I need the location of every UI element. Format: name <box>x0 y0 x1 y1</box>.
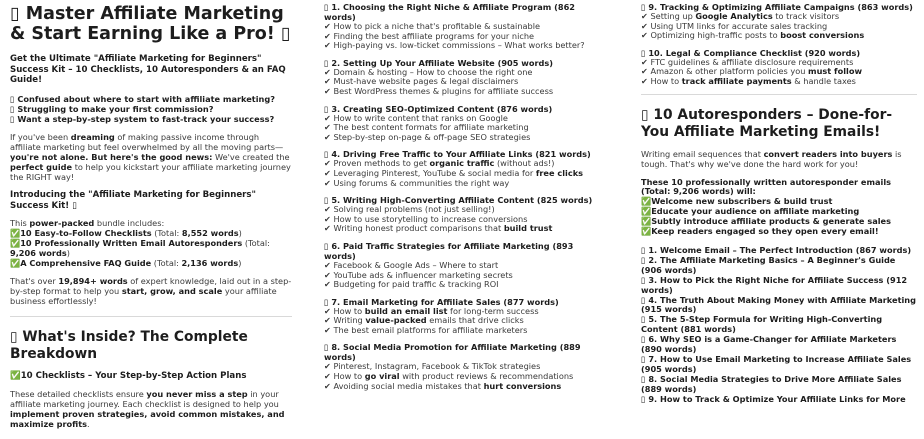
checklist-item: ✔ High-paying vs. low-ticket commissions – What works better? <box>324 40 585 51</box>
checklist-title: ▯ 6. Paid Traffic Strategies for Affiliate Marketing (893 words) <box>324 240 574 261</box>
question-line: ▯ Struggling to make your first commission? <box>10 103 214 114</box>
whats-inside-heading: ▯ What's Inside? The Complete Breakdown <box>10 329 248 363</box>
autoresponders-description: Writing email sequences that convert readers into buyers is tough. That's why we've done the hard work for you! <box>641 148 902 169</box>
checklist-item: ✔ Leveraging Pinterest, YouTube & social media for free clicks <box>324 167 584 178</box>
checklist-title: ▯ 2. Setting Up Your Affiliate Website (905 words) <box>324 57 553 68</box>
benefit-item: ✅Welcome new subscribers & build trust <box>641 196 833 207</box>
intro-paragraph: If you've been dreaming of making passive income through affiliate marketing but feel overwhelmed by all the moving parts—you're not alone. But here's the good news: We've created the perfect guide to help you kickstart your affiliate marketing journey the RIGHT way! <box>10 132 291 183</box>
checklist-item: ✔ The best email platforms for affiliate marketers <box>324 324 528 335</box>
bundle-item: ✅10 Professionally Written Email Autoresponders (Total: 9,206 words) <box>10 238 270 259</box>
checklist-title: ▯ 4. Driving Free Traffic to Your Affiliate Links (821 words) <box>324 149 591 160</box>
question-line: ▯ Confused about where to start with affiliate marketing? <box>10 93 275 104</box>
checklist-item: ✔ Optimizing high-traffic posts to boost conversions <box>641 30 865 41</box>
column-checklists <box>324 2 596 398</box>
checklist-item: ✔ Writing honest product comparisons that build trust <box>324 223 553 234</box>
checklist-sections-continued <box>641 2 917 87</box>
checklist-item: ✔ How to build an email list for long-term success <box>324 305 539 316</box>
checklist-title: ▯ 7. Email Marketing for Affiliate Sales (877 words) <box>324 296 559 307</box>
checklist-item: ✔ Amazon & other platform policies you must follow <box>641 66 863 77</box>
checklist-item: ✔ Setting up Google Analytics to track visitors <box>641 11 840 21</box>
checklist-section <box>324 297 596 336</box>
checklist-title: ▯ 5. Writing High-Converting Affiliate Content (825 words) <box>324 195 593 206</box>
checklist-sections <box>324 2 596 391</box>
checklist-item: ✔ The best content formats for affiliate marketing <box>324 122 529 133</box>
checklist-section <box>324 2 596 51</box>
checklist-section <box>324 195 596 234</box>
checklist-item: ✔ How to pick a niche that's profitable & sustainable <box>324 21 541 31</box>
checklist-item: ✔ FTC guidelines & affiliate disclosure requirements <box>641 56 854 67</box>
checklist-item: ✔ YouTube ads & influencer marketing secrets <box>324 269 513 280</box>
pain-questions <box>10 94 292 125</box>
checklist-title: ▯ 1. Choosing the Right Niche & Affiliate Program (862 words) <box>324 2 575 22</box>
checklist-item: ✔ Best WordPress themes & plugins for affiliate success <box>324 85 554 96</box>
checklist-title: ▯ 9. Tracking & Optimizing Affiliate Campaigns (863 words) <box>641 2 913 12</box>
email-item: ▯ 8. Social Media Strategies to Drive More Affiliate Sales (889 words) <box>641 373 902 394</box>
page-title: ▯ Master Affiliate Marketing & Start Earning Like a Pro! ▯ <box>10 4 291 44</box>
checklist-title: ▯ 3. Creating SEO-Optimized Content (876 words) <box>324 103 553 114</box>
bundle-list: This power-packed bundle includes: ✅10 Easy-to-Follow Checklists (Total: 8,552 words) ✅10 Professionally Written Email Autoresponders (Total: 9,206 words) ✅A Comprehensive FAQ Guide (Total: 2,136 words) <box>10 218 292 268</box>
column-autoresponders <box>641 2 917 405</box>
kit-subtitle: Get the Ultimate "Affiliate Marketing for Beginners" Success Kit – 10 Checklists, 10 Autoresponders & an FAQ Guide! <box>10 54 286 85</box>
email-item: ▯ 1. Welcome Email – The Perfect Introduction (867 words) <box>641 245 912 255</box>
checklist-section <box>324 149 596 188</box>
divider <box>641 94 917 95</box>
checklist-item: ✔ Finding the best affiliate programs for your niche <box>324 30 535 41</box>
checklist-item: ✔ Step-by-step on-page & off-page SEO strategies <box>324 131 531 142</box>
autoresponder-benefits <box>641 178 917 237</box>
email-item: ▯ 7. How to Use Email Marketing to Increase Affiliate Sales (905 words) <box>641 353 912 374</box>
bundle-item: ✅10 Easy-to-Follow Checklists (Total: 8,552 words) <box>10 228 242 239</box>
autoresponders-heading: ▯ 10 Autoresponders – Done-for-You Affiliate Marketing Emails! <box>641 106 893 140</box>
checklist-item: ✔ Proven methods to get organic traffic (without ads!) <box>324 158 555 169</box>
checklist-item: ✔ Budgeting for paid traffic & tracking ROI <box>324 279 499 290</box>
divider <box>10 316 292 317</box>
checklist-item: ✔ Avoiding social media mistakes that hurt conversions <box>324 380 562 391</box>
checklist-title: ▯ 8. Social Media Promotion for Affiliate Marketing (889 words) <box>324 342 581 363</box>
question-line: ▯ Want a step-by-step system to fast-track your success? <box>10 114 275 125</box>
column-intro <box>10 0 292 429</box>
checklist-item: ✔ Must-have website pages & legal disclaimers <box>324 76 519 87</box>
email-item: ▯ 5. The 5-Step Formula for Writing High-Converting Content (881 words) <box>641 314 883 335</box>
benefit-item: ✅Keep readers engaged so they open every email! <box>641 226 879 237</box>
checklist-item: ✔ How to use storytelling to increase conversions <box>324 213 528 224</box>
checklist-item: ✔ How to write content that ranks on Google <box>324 112 508 123</box>
checklist-section <box>324 58 596 97</box>
email-item: ▯ 6. Why SEO is a Game-Changer for Affiliate Marketers (890 words) <box>641 334 897 355</box>
benefits-lead: These 10 professionally written autoresponder emails (Total: 9,206 words) will: <box>641 176 891 197</box>
email-item: ▯ 9. How to Track & Optimize Your Affiliate Links for More <box>641 393 906 404</box>
checklist-section <box>324 342 596 391</box>
checklist-item: ✔ How to track affiliate payments & handle taxes <box>641 75 856 86</box>
email-item: ▯ 4. The Truth About Making Money with Affiliate Marketing (915 words) <box>641 294 916 315</box>
checklist-item: ✔ How to go viral with product reviews & recommendations <box>324 371 574 382</box>
email-item: ▯ 2. The Affiliate Marketing Basics – A Beginner's Guide (906 words) <box>641 254 896 275</box>
email-item: ▯ 3. How to Pick the Right Niche for Affiliate Success (912 words) <box>641 274 908 295</box>
checklist-section <box>324 241 596 290</box>
checklist-item: ✔ Using forums & communities the right way <box>324 177 510 188</box>
checklist-item: ✔ Writing value-packed emails that drive clicks <box>324 315 524 326</box>
checklist-section <box>641 48 917 87</box>
checklist-item: ✔ Facebook & Google Ads – Where to start <box>324 259 499 270</box>
checklist-item: ✔ Solving real problems (not just selling!) <box>324 204 495 215</box>
checklist-section <box>641 2 917 41</box>
bundle-item: ✅A Comprehensive FAQ Guide (Total: 2,136 words) <box>10 258 242 269</box>
benefit-item: ✅Subtly introduce affiliate products & generate sales <box>641 216 891 227</box>
checklist-item: ✔ Using UTM links for accurate sales tracking <box>641 20 828 31</box>
email-list <box>641 246 917 405</box>
benefit-item: ✅Educate your audience on affiliate marketing <box>641 206 860 217</box>
checklists-heading: ✅10 Checklists – Your Step-by-Step Action Plans <box>10 371 247 382</box>
checklist-section <box>324 104 596 143</box>
checklist-item: ✔ Pinterest, Instagram, Facebook & TikTok strategies <box>324 361 541 372</box>
checklist-item: ✔ Domain & hosting – How to choose the right one <box>324 66 533 77</box>
introducing-heading: Introducing the "Affiliate Marketing for Beginners" Success Kit! ▯ <box>10 190 256 211</box>
checklist-title: ▯ 10. Legal & Compliance Checklist (920 words) <box>641 47 861 58</box>
word-total-paragraph: That's over 19,894+ words of expert knowledge, laid out in a step-by-step format to help you start, grow, and scale your affiliate business effortlessly! <box>10 276 292 307</box>
checklists-description: These detailed checklists ensure you never miss a step in your affiliate marketing journey. Each checklist is designed to help you implement proven strategies, avoid common mistakes, and maximize profits. <box>10 388 285 429</box>
